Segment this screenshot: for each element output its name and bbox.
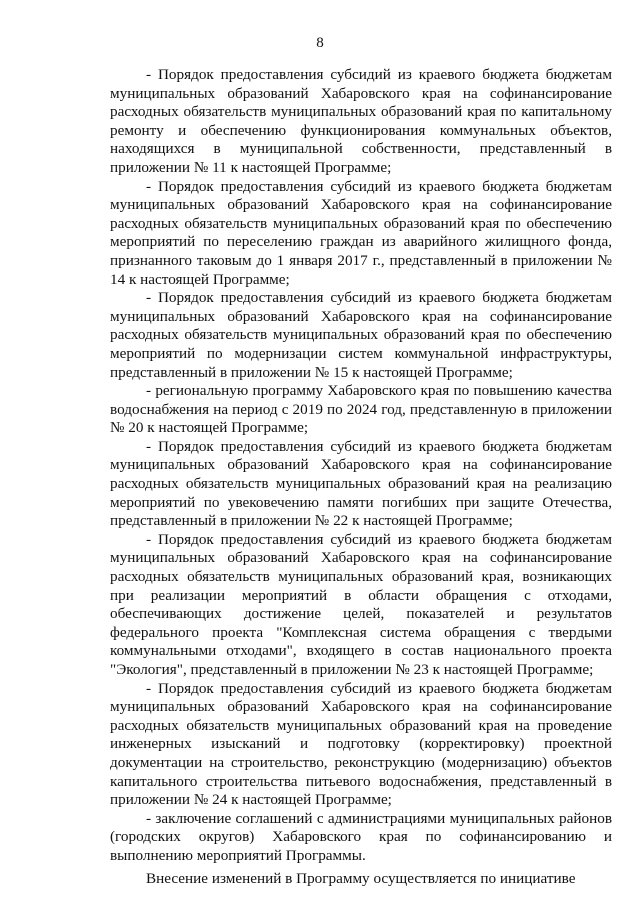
document-body (110, 66, 612, 888)
paragraph-subsidy-order-annex-14: - Порядок предоставления субсидий из краевого бюджета бюджетам муниципальных образований Хабаровского края на софинансирование расходных обязательств муниципальных образований края по обеспечению мероприятий по переселению граждан из аварийного жилищного фонда, признанного таковым до 1 января 2017 г., представленный в приложении № 14 к настоящей Программе; (110, 177, 612, 288)
paragraph-subsidy-order-annex-11: - Порядок предоставления субсидий из краевого бюджета бюджетам муниципальных образований Хабаровского края на софинансирование расходных обязательств муниципальных образований края по капитальному ремонту и обеспечению функционирования коммунальных объектов, находящихся в муниципальной собственности, представленный в приложении № 11 к настоящей Программе; (110, 66, 612, 176)
paragraph-subsidy-order-annex-24: - Порядок предоставления субсидий из краевого бюджета бюджетам муниципальных образований Хабаровского края на софинансирование расходных обязательств муниципальных образований края на проведение инженерных изысканий и подготовку (корректировку) проектной документации на строительство, реконструкцию (модернизацию) объектов капитального строительства питьевого водоснабжения, представленный в приложении № 24 к настоящей Программе; (110, 679, 612, 809)
paragraph-program-changes: Внесение изменений в Программу осуществляется по инициативе (146, 869, 576, 887)
paragraph-subsidy-order-annex-15: - Порядок предоставления субсидий из краевого бюджета бюджетам муниципальных образований Хабаровского края на софинансирование расходных обязательств муниципальных образований края по обеспечению мероприятий по модернизации систем коммунальной инфраструктуры, представленный в приложении № 15 к настоящей Программе; (110, 289, 612, 381)
paragraph-agreements: - заключение соглашений с администрациями муниципальных районов (городских округов) Хабаровского края по софинансированию и выполнению мероприятий Программы. (110, 809, 612, 864)
paragraph-subsidy-order-annex-22: - Порядок предоставления субсидий из краевого бюджета бюджетам муниципальных образований Хабаровского края на софинансирование расходных обязательств муниципальных образований края на реализацию мероприятий по увековечению памяти погибших при защите Отечества, представленный в приложении № 22 к настоящей Программе; (110, 437, 612, 530)
paragraph-regional-program-annex-20: - региональную программу Хабаровского края по повышению качества водоснабжения на период с 2019 по 2024 год, представленную в приложении № 20 к настоящей Программе; (110, 382, 612, 437)
page-number: 8 (316, 35, 324, 51)
paragraph-subsidy-order-annex-23: - Порядок предоставления субсидий из краевого бюджета бюджетам муниципальных образований Хабаровского края на софинансирование расходных обязательств муниципальных образований края, возникающих при реализации мероприятий в области обращения с отходами, обеспечивающих достижение целей, показателей и результатов федерального проекта "Комплексная система обращения с твердыми коммунальными отходами", входящего в состав национального проекта "Экология", представленный в приложении № 23 к настоящей Программе; (110, 530, 612, 678)
